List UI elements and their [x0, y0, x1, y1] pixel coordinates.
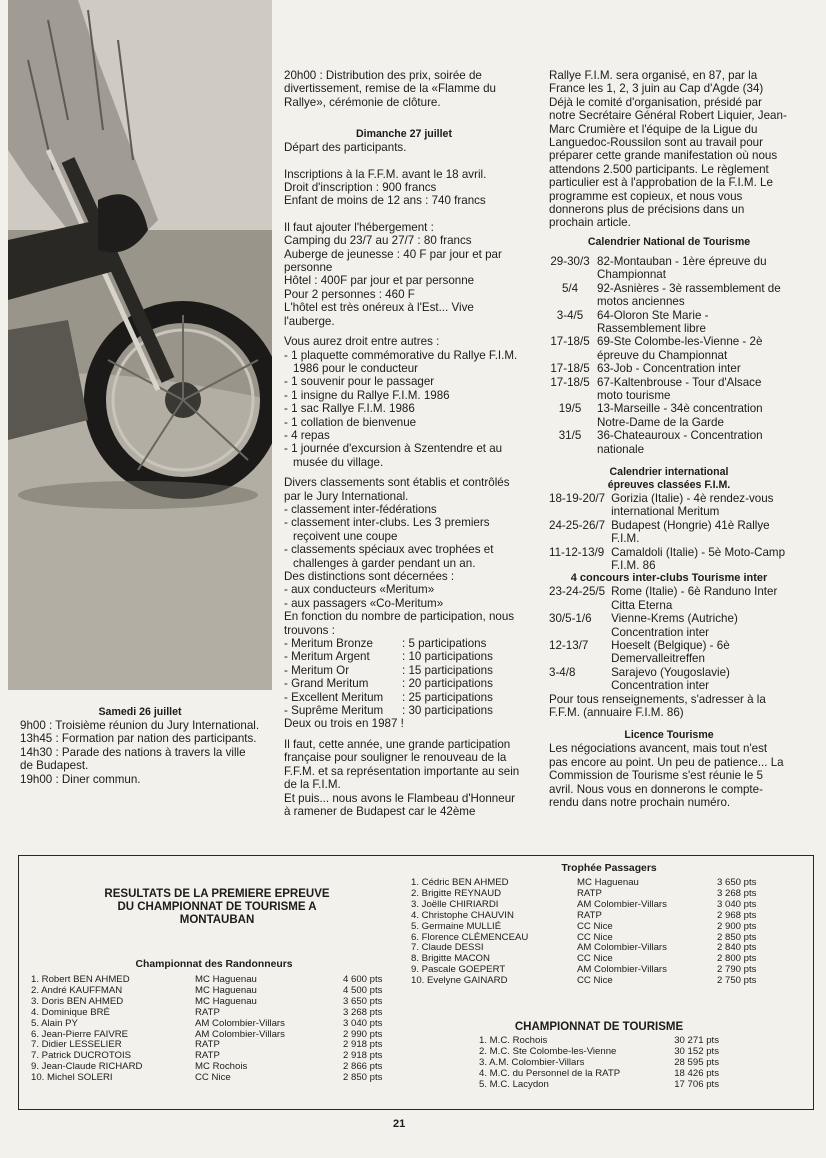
club: CC Nice — [577, 931, 613, 943]
info-paragraph: Pour tous renseignements, s'adresser à la F.F.M. (annuaire F.I.M. 86) — [549, 692, 766, 720]
international-calendar — [549, 492, 789, 572]
distinction-item: - aux conducteurs «Meritum» — [284, 583, 435, 597]
points: 2 750 pts — [717, 975, 757, 987]
tourisme-heading: CHAMPIONNAT DE TOURISME — [514, 1021, 684, 1033]
rank-name: 8. Brigitte MACON — [411, 953, 490, 965]
tourisme-table — [479, 1036, 723, 1091]
rank-name: 9. Pascale GOEPERT — [411, 964, 506, 976]
results-box — [18, 855, 814, 1110]
rank-club: 2. M.C. Ste Colombe-les-Vienne — [479, 1045, 617, 1057]
points: 2 850 pts — [343, 1072, 383, 1084]
calendar-date: 18-19-20/7 — [549, 491, 606, 505]
calendar-row — [549, 546, 789, 573]
calendar-row — [549, 402, 789, 429]
calendar-event: Vienne-Krems (Autriche) Concentration inter — [611, 612, 738, 639]
points: 4 600 pts — [343, 974, 383, 985]
club: CC Nice — [577, 920, 613, 932]
sunday-text: Départ des participants. — [284, 141, 407, 155]
calendar-event: 64-Oloron Ste Marie - Rassemblement libre — [597, 308, 709, 335]
points: 3 268 pts — [343, 1006, 383, 1018]
calendar-date: 23-24-25/5 — [549, 585, 606, 599]
calendar-date: 17-18/5 — [550, 375, 590, 389]
results-title: RESULTATS DE LA PREMIERE EPREUVE DU CHAMPIONNAT DE TOURISME A MONTAUBAN — [104, 888, 330, 926]
points: 2 968 pts — [717, 909, 757, 921]
motorcycle-illustration — [8, 0, 272, 690]
club: MC Haguenau — [195, 995, 257, 1007]
rank-name: 3. Doris BEN AHMED — [31, 995, 124, 1007]
calendar-row — [549, 429, 789, 456]
calendar-row — [549, 376, 789, 403]
points: 30 152 pts — [674, 1045, 719, 1057]
points: 2 918 pts — [343, 1039, 383, 1051]
calendar-date: 17-18/5 — [550, 335, 590, 349]
rank-name: 4. Dominique BRÉ — [31, 1006, 110, 1018]
points: 2 790 pts — [717, 964, 757, 976]
rights-item: - 1 journée d'excursion à Szentendre et au musée du village. — [284, 442, 503, 469]
calendar-row — [549, 639, 789, 666]
club: RATP — [195, 1039, 220, 1051]
calendar-date: 17-18/5 — [550, 362, 590, 376]
table-row — [479, 1080, 723, 1091]
lodging-line: Auberge de jeunesse : 40 F par jour et par personne — [284, 247, 502, 275]
club: RATP — [577, 887, 602, 899]
rank-name: 4. Christophe CHAUVIN — [411, 909, 514, 921]
points: 18 426 pts — [674, 1067, 719, 1079]
club: RATP — [195, 1050, 220, 1062]
meritum-name: - Grand Meritum — [284, 677, 369, 691]
passagers-heading: Trophée Passagers — [561, 863, 657, 874]
calendar-event: 69-Ste Colombe-les-Vienne - 2è épreuve du Championnat — [597, 335, 763, 362]
points: 2 990 pts — [343, 1028, 383, 1040]
rank-name: 1. Cédric BEN AHMED — [411, 877, 509, 888]
points: 4 500 pts — [343, 984, 383, 996]
calendar-row — [549, 585, 789, 612]
calendar-date: 19/5 — [558, 402, 582, 416]
rights-intro: Vous aurez droit entre autres : — [284, 335, 440, 349]
meritum-row — [284, 677, 493, 690]
rank-name: 7. Patrick DUCROTOIS — [31, 1050, 132, 1062]
calendar-row — [549, 492, 789, 519]
calendar-row — [549, 519, 789, 546]
meritum-row — [284, 704, 493, 717]
prize-paragraph: 20h00 : Distribution des prix, soirée de divertissement, remise de la «Flamme du Rallye», cérémonie de clôture. — [284, 69, 496, 109]
national-calendar-heading: Calendrier National de Tourisme — [587, 235, 751, 248]
meritum-name: - Meritum Or — [284, 663, 350, 677]
table-row — [31, 1019, 386, 1030]
meritum-name: - Suprême Meritum — [284, 704, 384, 718]
international-calendar-subheading: épreuves classées F.I.M. — [607, 478, 731, 491]
club: MC Haguenau — [195, 984, 257, 996]
points: 3 040 pts — [717, 898, 757, 910]
distinction-item: - aux passagers «Co-Meritum» — [284, 596, 444, 610]
calendar-date: 11-12-13/9 — [549, 545, 605, 559]
saturday-item: 13h45 : Formation par nation des participants. — [20, 732, 257, 746]
interclubs-heading: 4 concours inter-clubs Tourisme inter — [570, 572, 768, 585]
points: 2 918 pts — [343, 1050, 383, 1062]
participation-paragraph: Il faut, cette année, une grande participation française pour souligner le renouveau de la F.F.M. et sa représentation importante au sein de la F.I.M. — [284, 737, 520, 792]
rank-club: 1. M.C. Rochois — [479, 1035, 548, 1046]
calendar-date: 5/4 — [561, 281, 579, 295]
lodging-line: Hôtel : 400F par jour et par personne — [284, 274, 475, 288]
calendar-event: Sarajevo (Yougoslavie) Concentration inter — [611, 665, 730, 693]
lodging-line: L'hôtel est très onéreux à l'Est... Vive l'auberge. — [284, 301, 474, 328]
calendar-date: 31/5 — [558, 429, 582, 443]
calendar-event: 36-Chateauroux - Concentration nationale — [597, 429, 763, 456]
meritum-name: - Excellent Meritum — [284, 690, 384, 704]
calendar-row — [549, 282, 789, 309]
points: 30 271 pts — [674, 1035, 719, 1046]
rank-name: 5. Alain PY — [31, 1017, 78, 1029]
lodging-line: Il faut ajouter l'hébergement : — [284, 220, 434, 234]
club: MC Haguenau — [577, 877, 639, 888]
table-row — [31, 1008, 386, 1019]
calendar-date: 29-30/3 — [550, 254, 590, 268]
column-3 — [549, 69, 789, 810]
calendar-row — [549, 666, 789, 693]
rank-name: 2. Brigitte REYNAUD — [411, 887, 502, 899]
meritum-name: - Meritum Argent — [284, 650, 370, 664]
calendar-event: 82-Montauban - 1ère épreuve du Championnat — [597, 254, 767, 282]
licence-heading: Licence Tourisme — [624, 729, 714, 742]
club: MC Haguenau — [195, 974, 257, 985]
saturday-heading: Samedi 26 juillet — [98, 706, 182, 718]
saturday-item: 19h00 : Diner commun. — [20, 772, 141, 786]
flambeau-paragraph: Et puis... nous avons le Flambeau d'Honneur à ramener de Budapest car le 42ème — [284, 791, 516, 818]
meritum-value: : 30 participations — [402, 704, 493, 718]
meritum-value: : 20 participations — [402, 677, 493, 691]
column-1 — [20, 706, 260, 786]
table-row — [411, 922, 760, 933]
calendar-date: 3-4/5 — [556, 308, 584, 322]
calendar-date: 24-25-26/7 — [549, 518, 606, 532]
page-number: 21 — [393, 1118, 406, 1130]
points: 3 268 pts — [717, 887, 757, 899]
fee-line: Enfant de moins de 12 ans : 740 francs — [284, 194, 486, 208]
meritum-row — [284, 664, 493, 677]
rank-club: 4. M.C. du Personnel de la RATP — [479, 1067, 621, 1079]
rallye-paragraph: Rallye F.I.M. sera organisé, en 87, par la France les 1, 2, 3 juin au Cap d'Agde (34) Déjà le comité d'organisation, présidé par notre Secrétaire Général Robert Liquier, Jean-Marc Crumière et l'équipe de la Ligue du Languedoc-Roussilon sont au travail pour préparer cette grande manifestation où nous attendons 2.500 participants. Le règlement particulier est à l'approbation de la F.I.M. Le programme est copieux, et nous vous donnerons plus de précisions dans un prochain article. — [549, 69, 787, 230]
national-calendar — [549, 255, 789, 456]
meritum-value: : 25 participations — [402, 690, 493, 704]
saturday-item: 9h00 : Troisième réunion du Jury International. — [20, 719, 260, 732]
class-item: - classement inter-fédérations — [284, 502, 437, 516]
table-row — [411, 911, 760, 922]
points: 28 595 pts — [674, 1056, 719, 1068]
meritum-name: - Meritum Bronze — [284, 637, 373, 651]
points: 2 840 pts — [717, 942, 757, 954]
meritum-value: : 10 participations — [402, 650, 493, 664]
licence-paragraph: Les négociations avancent, mais tout n'est pas encore au point. Un peu de patience... La Commission de Tourisme s'est réunie le 5 avril. Nous vous en donnerons le compte-rendu dans notre prochain numéro. — [549, 742, 784, 810]
table-row — [479, 1069, 723, 1080]
points: 3 650 pts — [343, 995, 383, 1007]
passagers-table — [411, 878, 760, 987]
calendar-event: Hoeselt (Belgique) - 6è Demervalleitreffen — [611, 639, 730, 666]
rank-name: 3. Joëlle CHIRIARDI — [411, 898, 499, 910]
club: CC Nice — [195, 1072, 231, 1084]
meritum-intro: En fonction du nombre de participation, nous trouvons : — [284, 610, 515, 637]
rank-name: 7. Claude DESSI — [411, 942, 484, 954]
rank-name: 6. Jean-Pierre FAIVRE — [31, 1028, 129, 1040]
rank-name: 10. Evelyne GAINARD — [411, 975, 508, 987]
club: MC Rochois — [195, 1061, 248, 1073]
points: 2 866 pts — [343, 1061, 383, 1073]
points: 2 800 pts — [717, 953, 757, 965]
calendar-event: 67-Kaltenbrouse - Tour d'Alsace moto tourisme — [597, 375, 762, 402]
points: 2 900 pts — [717, 920, 757, 932]
fee-line: Inscriptions à la F.F.M. avant le 18 avril. — [284, 167, 487, 181]
meritum-row — [284, 637, 493, 650]
classes-intro: Divers classements sont établis et contrôlés par le Jury International. — [284, 476, 510, 503]
club: CC Nice — [577, 975, 613, 987]
rank-name: 1. Robert BEN AHMED — [31, 974, 130, 985]
club: AM Colombier-Villars — [195, 1017, 285, 1029]
points: 17 706 pts — [674, 1078, 719, 1090]
rights-item: - 1 souvenir pour le passager — [284, 375, 435, 389]
calendar-date: 12-13/7 — [549, 639, 589, 653]
club: AM Colombier-Villars — [577, 942, 667, 954]
sunday-heading: Dimanche 27 juillet — [356, 128, 452, 141]
rights-item: - 4 repas — [284, 428, 330, 442]
meritum-outro: Deux ou trois en 1987 ! — [284, 717, 404, 731]
rank-club: 3. A.M. Colombier-Villars — [479, 1056, 585, 1068]
points: 2 850 pts — [717, 931, 757, 943]
class-item: - classement inter-clubs. Les 3 premiers reçoivent une coupe — [284, 516, 490, 543]
fee-line: Droit d'inscription : 900 francs — [284, 181, 437, 195]
randonneurs-table — [31, 975, 386, 1084]
rank-name: 5. Germaine MULLIÉ — [411, 920, 502, 932]
points: 3 040 pts — [343, 1017, 383, 1029]
rights-item: - 1 plaquette commémorative du Rallye F.I.M. 1986 pour le conducteur — [284, 348, 518, 375]
calendar-event: Camaldoli (Italie) - 5è Moto-Camp F.I.M. 86 — [611, 545, 786, 572]
meritum-value: : 15 participations — [402, 663, 493, 677]
calendar-event: Budapest (Hongrie) 41è Rallye F.I.M. — [611, 518, 770, 546]
club: AM Colombier-Villars — [577, 898, 667, 910]
randonneurs-heading: Championnat des Randonneurs — [135, 959, 293, 970]
rank-name: 7. Didier LESSELIER — [31, 1039, 122, 1051]
calendar-row — [549, 309, 789, 336]
meritum-value: : 5 participations — [402, 637, 487, 651]
calendar-row — [549, 362, 789, 375]
club: CC Nice — [577, 953, 613, 965]
rank-name: 6. Florence CLÉMENCEAU — [411, 931, 529, 943]
distinctions-intro: Des distinctions sont décernées : — [284, 570, 455, 583]
calendar-event: 13-Marseille - 34è concentration Notre-Dame de la Garde — [597, 402, 763, 429]
club: AM Colombier-Villars — [577, 964, 667, 976]
meritum-row — [284, 691, 493, 704]
saturday-item: 14h30 : Parade des nations à travers la ville de Budapest. — [20, 745, 246, 773]
lodging-line: Pour 2 personnes : 460 F — [284, 287, 415, 301]
class-item: - classements spéciaux avec trophées et challenges à garder pendant un an. — [284, 543, 494, 570]
table-row — [31, 1073, 386, 1084]
club: RATP — [577, 909, 602, 921]
calendar-row — [549, 255, 789, 282]
points: 3 650 pts — [717, 877, 757, 888]
calendar-date: 30/5-1/6 — [549, 612, 592, 626]
rights-item: - 1 collation de bienvenue — [284, 415, 417, 429]
rank-name: 10. Michel SOLERI — [31, 1072, 113, 1084]
interclubs-calendar — [549, 585, 789, 692]
international-calendar-heading: Calendrier international — [609, 465, 729, 478]
calendar-date: 3-4/8 — [549, 665, 576, 679]
calendar-event: Gorizia (Italie) - 4è rendez-vous international Meritum — [611, 491, 774, 519]
club: RATP — [195, 1006, 220, 1018]
meritum-row — [284, 650, 493, 663]
rank-name: 9. Jean-Claude RICHARD — [31, 1061, 143, 1073]
lodging-line: Camping du 23/7 au 27/7 : 80 francs — [284, 234, 472, 248]
calendar-row — [549, 335, 789, 362]
rank-club: 5. M.C. Lacydon — [479, 1078, 549, 1090]
table-row — [411, 976, 760, 987]
calendar-event: 92-Asnières - 3è rassemblement de motos anciennes — [597, 281, 781, 309]
column-2 — [284, 69, 524, 818]
calendar-row — [549, 612, 789, 639]
motorcycle-photo — [8, 0, 272, 690]
calendar-event: 63-Job - Concentration inter — [597, 362, 741, 376]
calendar-event: Rome (Italie) - 6è Randuno Inter Citta Eterna — [611, 585, 778, 612]
rights-item: - 1 insigne du Rallye F.I.M. 1986 — [284, 388, 450, 402]
meritum-table — [284, 637, 493, 717]
rights-item: - 1 sac Rallye F.I.M. 1986 — [284, 402, 415, 416]
rank-name: 2. André KAUFFMAN — [31, 984, 123, 996]
club: AM Colombier-Villars — [195, 1028, 285, 1040]
